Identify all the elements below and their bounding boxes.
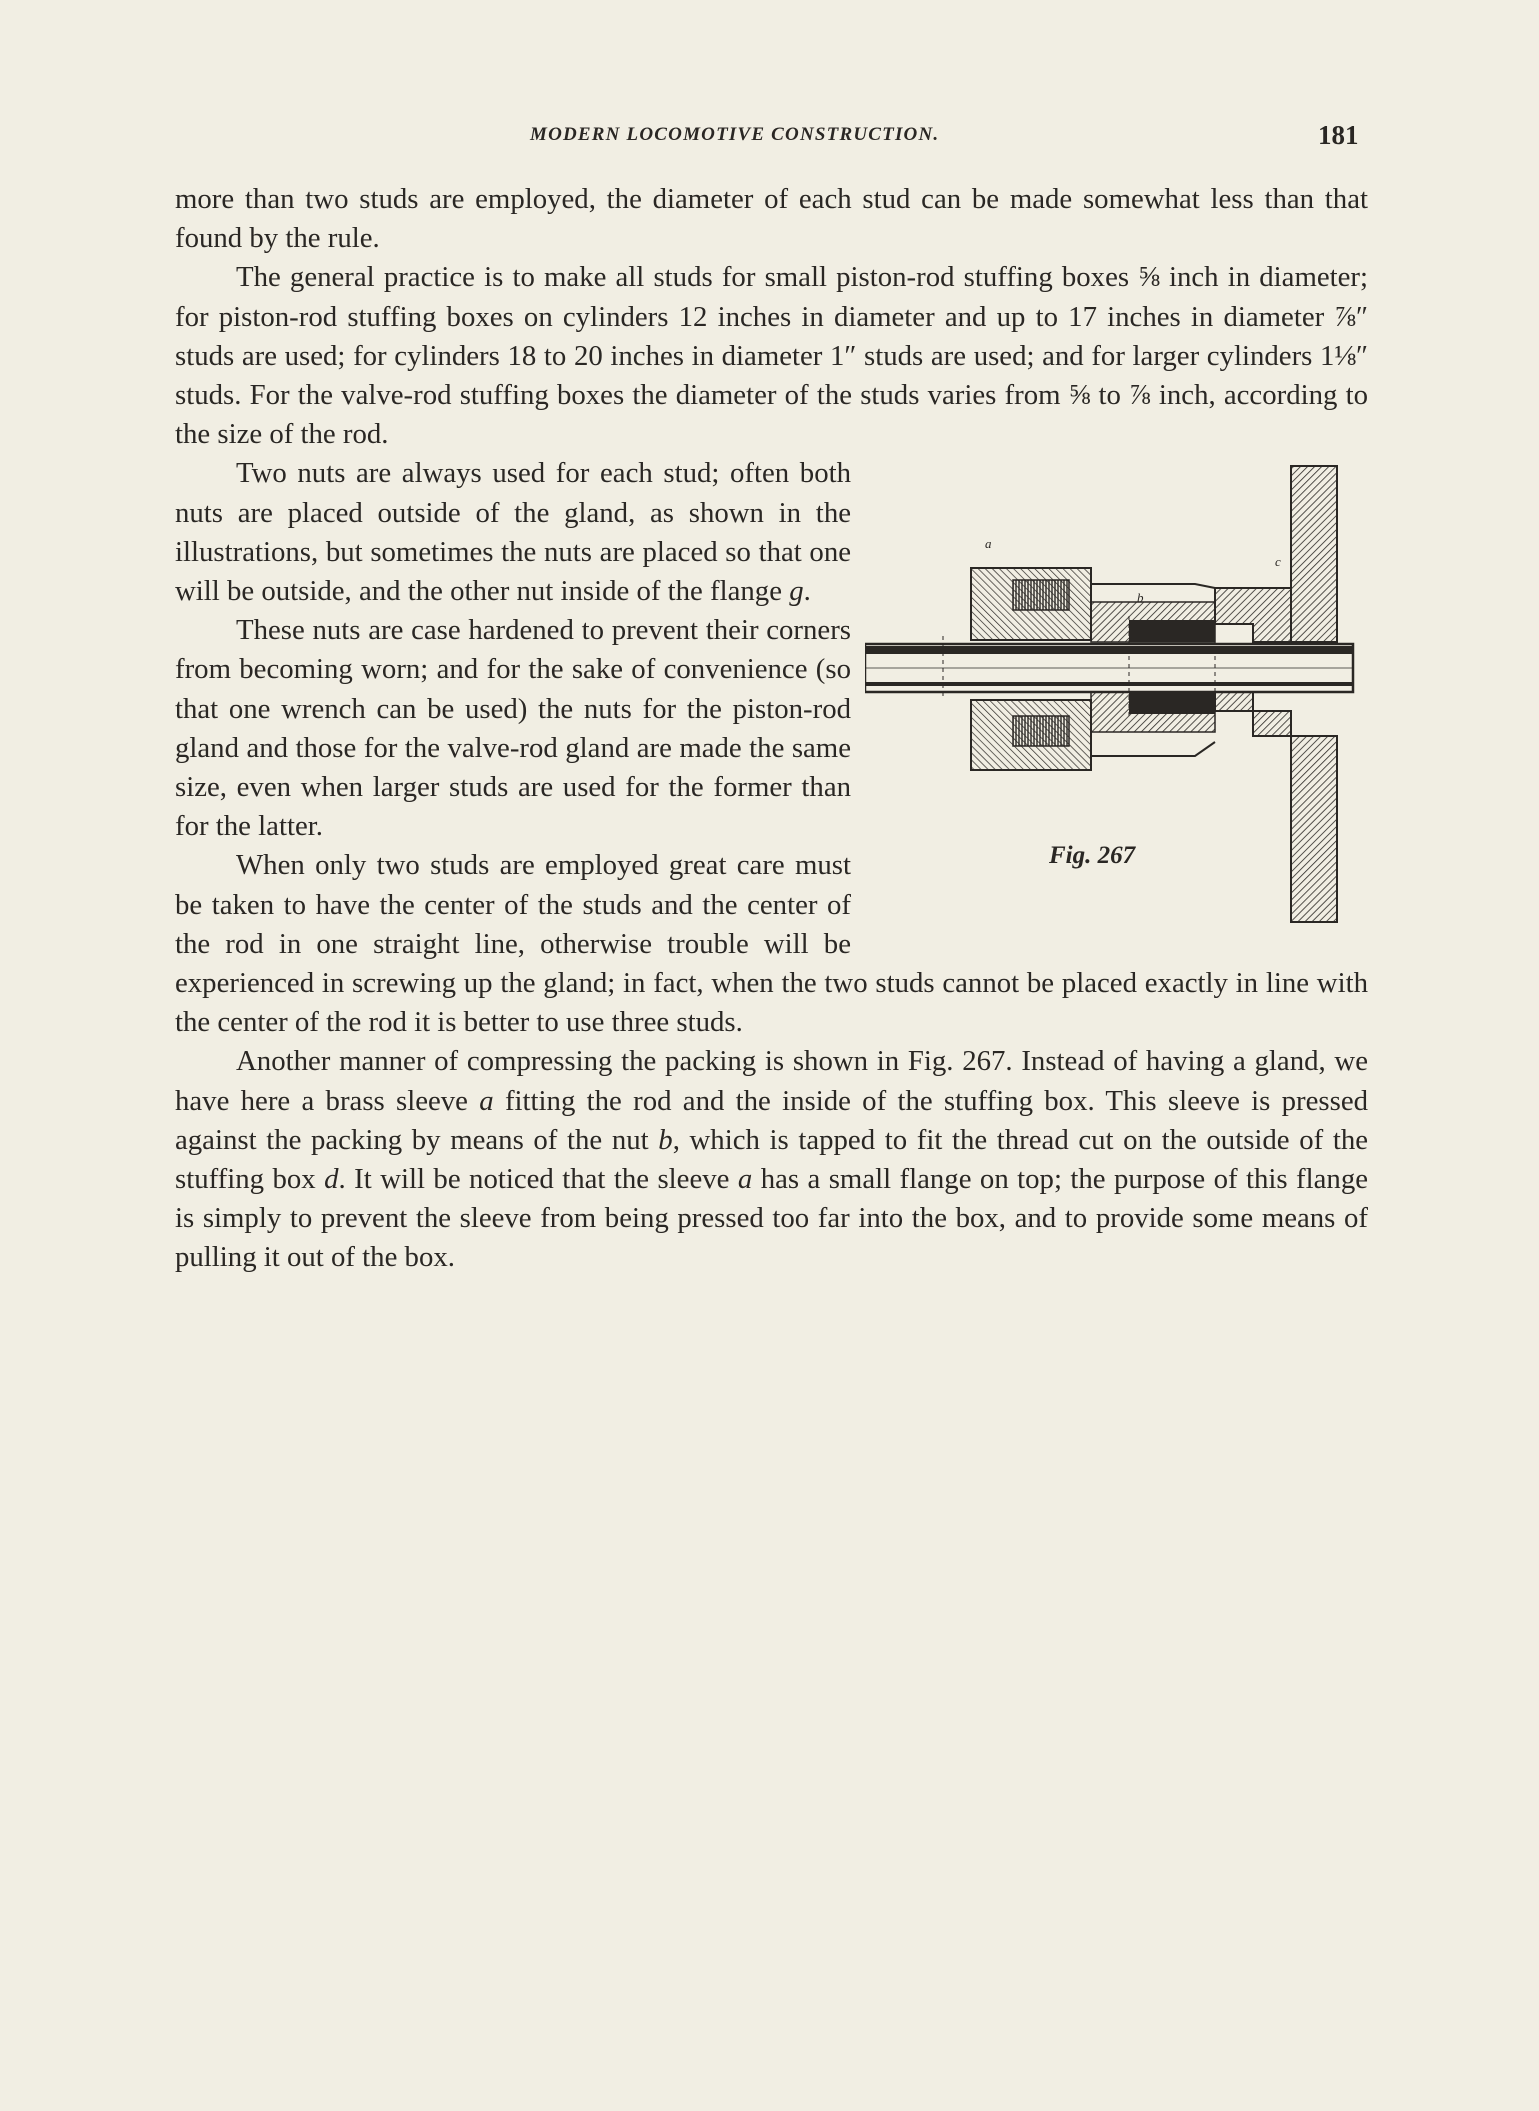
paragraph-1: more than two studs are employed, the diameter of each stud can be made somewhat less than that found by the rule. xyxy=(175,183,1368,255)
page-number: 181 xyxy=(1318,120,1359,150)
p6-part-c: , which is tapped to fit the thread cut on the outside of the stuffing box xyxy=(175,1123,1369,1196)
figure-267 xyxy=(865,456,1393,928)
paragraph-3-end: . xyxy=(803,575,811,608)
p6-part-d: . It will be noticed that the sleeve xyxy=(338,1163,730,1196)
p6-italic-a: a xyxy=(479,1084,494,1117)
paragraph-6 xyxy=(175,1042,1368,1277)
p6-part-a: Another manner of compressing the packing is shown in Fig. 267. Instead of having a gland, we have here a brass sleeve xyxy=(175,1045,1368,1117)
running-head: MODERN LOCOMOTIVE CONSTRUCTION. xyxy=(530,124,940,145)
p6-part-e: has a small flange on top; the purpose of this flange is simply to prevent the sleeve from being pressed too far into the box, and to provide some means of pulling it out of the box. xyxy=(175,1163,1368,1274)
cylinder-head-wall xyxy=(1291,466,1337,922)
p6-italic-d: d xyxy=(324,1163,339,1196)
paragraph-2: The general practice is to make all studs for small piston-rod stuffing boxes ⅝ inch in diameter; for piston-rod stuffing boxes on cylinders 12 inches in diameter and up to 17 inches in diameter ⅞″ studs are used; for cylinders 18 to 20 inches in diameter 1″ studs are used; and for larger cylinders 1⅛″ studs. For the valve-rod stuffing boxes the diameter of the studs varies from ⅝ to ⅞ inch, according to the size of the rod. xyxy=(175,261,1368,451)
paragraph-4: These nuts are case hardened to prevent their corners from becoming worn; and for the sake of convenience (so that one wrench can be used) the nuts for the piston-rod gland and those for the valve-rod gland are made the same size, even when larger studs are used for the former than for the latter. xyxy=(175,614,851,843)
figure-caption: Fig. 267 xyxy=(1049,842,1136,870)
label-a: a xyxy=(985,536,992,552)
p6-part-b: fitting the rod and the inside of the stuffing box. This sleeve is pressed against the packing by means of the nut xyxy=(175,1084,1369,1156)
p6-italic-b: b xyxy=(658,1123,673,1156)
label-c: c xyxy=(1275,554,1281,570)
label-b: b xyxy=(1137,590,1144,606)
paragraph-3-italic: g xyxy=(789,575,804,608)
p6-italic-a2: a xyxy=(737,1163,753,1196)
paragraph-5: When only two studs are employed great care must be taken to have the center of the studs and the center of the rod in one straight line, otherwise trouble will be experienced in screwing up the gland; in fact, when the two studs cannot be placed exactly in line with the center of the rod it is better to use three studs. xyxy=(175,849,1368,1039)
paragraph-3-text: Two nuts are always used for each stud; often both nuts are placed outside of the gland, as shown in the illustrations, but sometimes the nuts are placed so that one will be outside, and the other nut inside of the flange xyxy=(175,457,851,608)
body-text xyxy=(175,180,1368,1278)
